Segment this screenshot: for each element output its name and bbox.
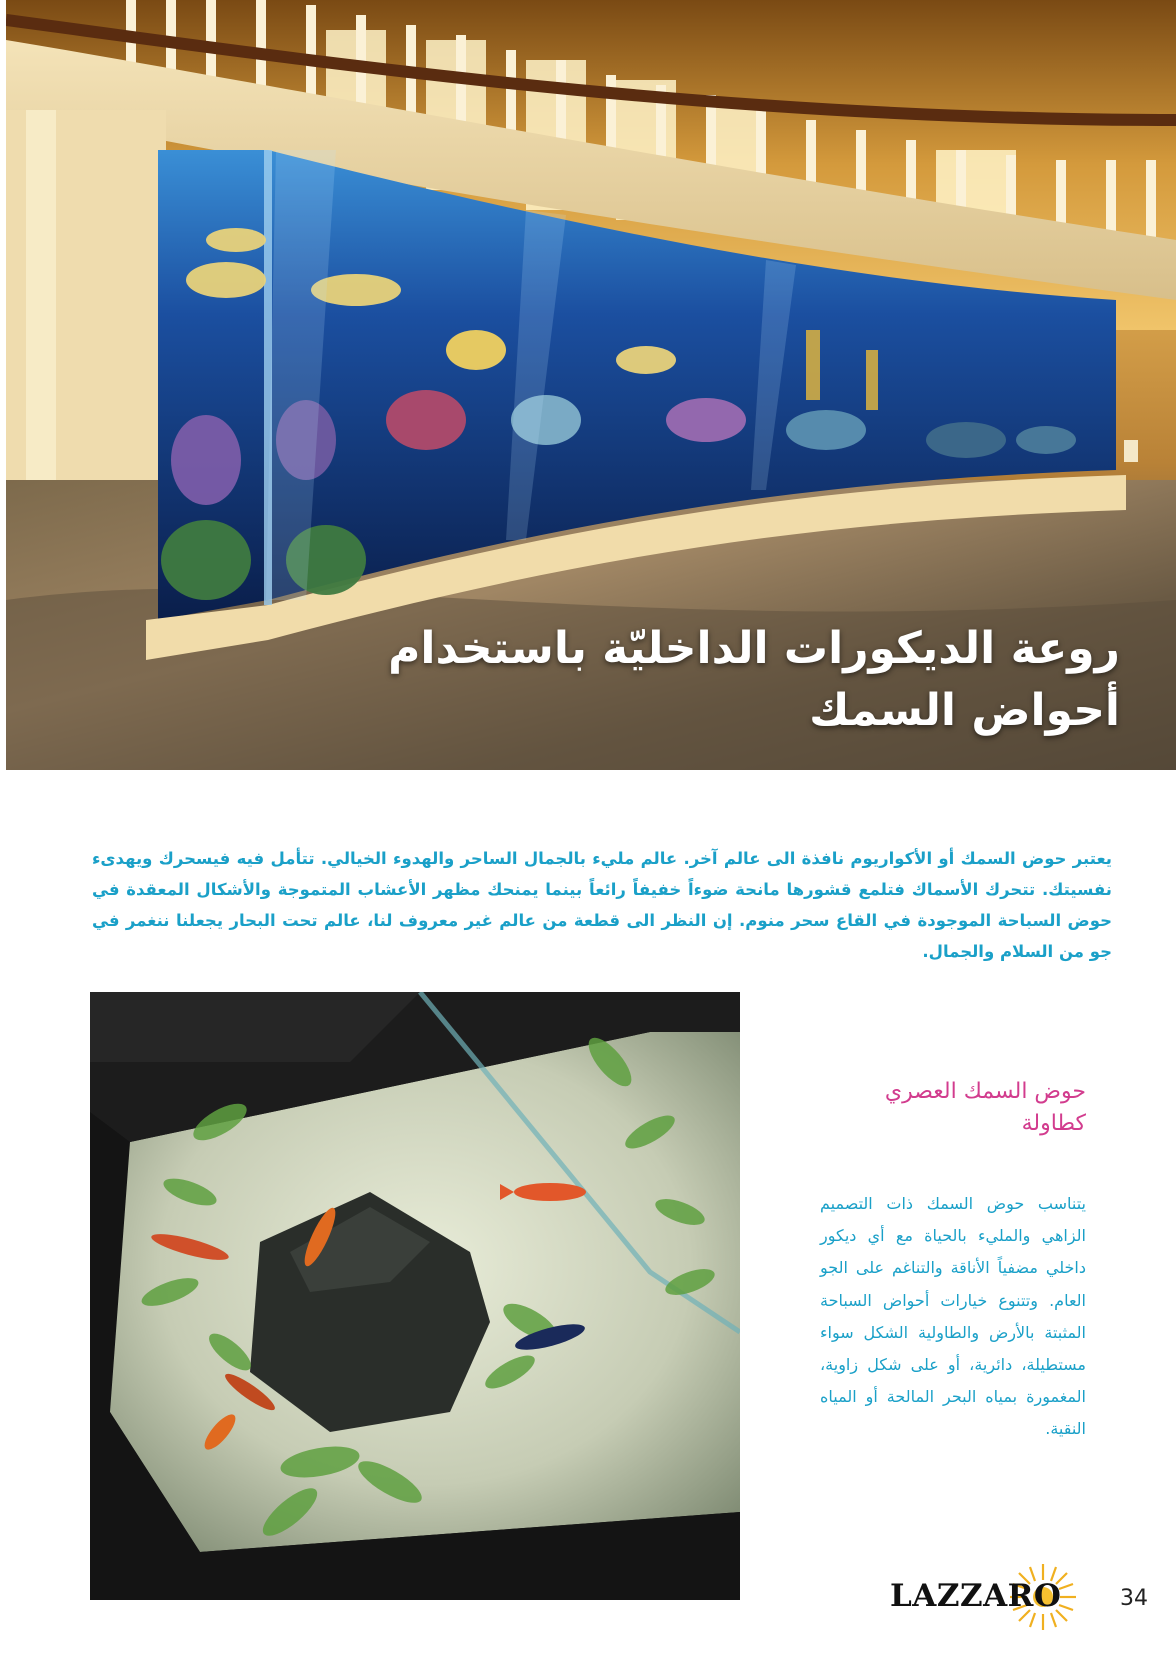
side-heading-line-2: كطاولة	[1021, 1111, 1086, 1136]
aquarium-table-illustration	[90, 992, 740, 1600]
side-article-body: يتناسب حوض السمك ذات التصميم الزاهي والمليء بالحياة مع أي ديكور داخلي مضفياً الأناقة والتناغم على الجو العام. وتتنوع خيارات أحواض السباحة المثبتة بالأرض والطاولية الشكل سواء مستطيلة، دائرية، أو على شكل زاوية، المغمورة بمياه البحر المالحة أو المياه النقية.	[820, 1194, 1086, 1439]
side-article-heading	[816, 1076, 1086, 1140]
intro-paragraph: يعتبر حوض السمك أو الأكواريوم نافذة الى عالم آخر. عالم مليء بالجمال الساحر والهدوء الخيالي. تتأمل فيه فيسحرك ويهدىء نفسيتك. تتحرك الأسماك فتلمع قشورها مانحة ضوءاً خفيفاً رائعاً بينما يمنحك مظهر الأعشاب المتموجة والأشكال المعقدة في حوض السباحة الموجودة في القاع سحر منوم. إن النظر الى قطعة من عالم غير معروف لنا، عالم تحت البحار يجعلنا ننغمر في جو من السلام والجمال.	[92, 848, 1112, 961]
article-title-line-2: أحواض السمك	[809, 685, 1120, 736]
aquarium-table-photo	[90, 992, 740, 1600]
article-title-line-1: روعة الديكورات الداخليّة باستخدام	[388, 623, 1120, 674]
page-number: 34	[1120, 1586, 1148, 1611]
article-title	[388, 618, 1120, 742]
logo-wordmark: LAZZARO	[890, 1578, 1062, 1614]
hero-photo	[6, 0, 1176, 770]
lazzaro-logo	[890, 1560, 1080, 1630]
side-heading-line-1: حوض السمك العصري	[884, 1079, 1086, 1104]
